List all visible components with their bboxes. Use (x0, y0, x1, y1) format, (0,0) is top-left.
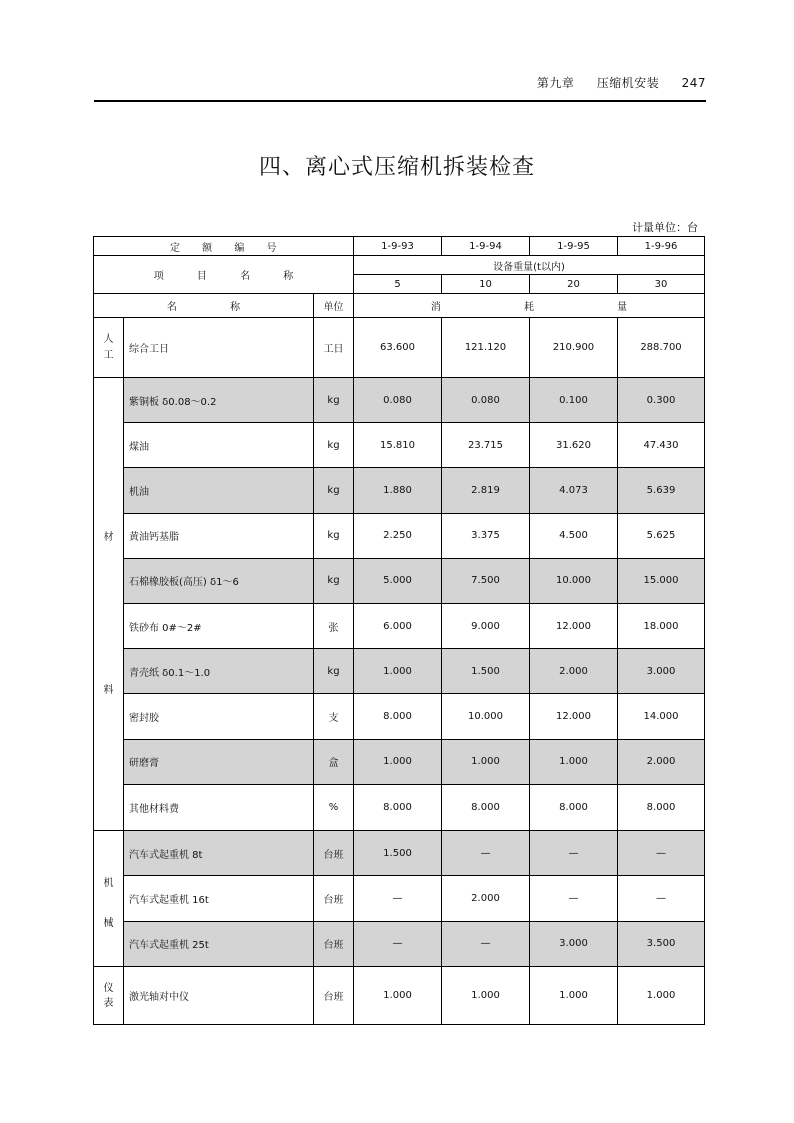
row-name: 铁砂布 0#～2# (124, 603, 314, 648)
item-name-label: 项 目 名 称 (94, 256, 354, 294)
row-name: 汽车式起重机 16t (124, 876, 314, 921)
row-value: 121.120 (442, 318, 530, 378)
row-value: — (354, 876, 442, 921)
row-unit: kg (314, 513, 354, 558)
category-instruments (94, 967, 124, 1025)
row-name: 综合工日 (124, 318, 314, 378)
page-title: 四、离心式压缩机拆装检查 (258, 155, 535, 180)
row-value: — (530, 831, 618, 876)
row-value: 8.000 (354, 784, 442, 830)
name-column-header: 名 称 (94, 294, 314, 318)
row-value: 1.000 (442, 967, 530, 1025)
row-value: 1.000 (530, 739, 618, 784)
row-value: 2.819 (442, 468, 530, 513)
row-value: 288.700 (618, 318, 705, 378)
category-label-bottom: 料 (103, 685, 114, 696)
category-machinery (94, 831, 124, 967)
row-value: 1.000 (354, 967, 442, 1025)
row-value: 2.250 (354, 513, 442, 558)
category-label-top: 机 (103, 878, 114, 889)
chapter-label: 第九章 (536, 76, 575, 90)
row-value: 8.000 (354, 694, 442, 739)
row-value: 15.000 (618, 558, 705, 603)
quota-code-label: 定 额 编 号 (94, 237, 354, 256)
row-value: 1.500 (354, 831, 442, 876)
row-value: — (530, 876, 618, 921)
row-value: 0.100 (530, 378, 618, 423)
quota-code: 1-9-95 (530, 237, 618, 256)
row-unit: 台班 (314, 831, 354, 876)
row-value: 1.000 (354, 649, 442, 694)
row-unit: kg (314, 378, 354, 423)
row-name: 汽车式起重机 25t (124, 921, 314, 966)
row-name: 其他材料费 (124, 784, 314, 830)
row-value: 1.000 (442, 739, 530, 784)
row-value: 7.500 (442, 558, 530, 603)
row-unit: kg (314, 558, 354, 603)
row-unit: kg (314, 468, 354, 513)
measurement-unit: 计量单位：台 (632, 221, 698, 234)
quota-code: 1-9-94 (442, 237, 530, 256)
row-value: 2.000 (618, 739, 705, 784)
page-number: 247 (681, 76, 706, 90)
row-value: 1.000 (618, 967, 705, 1025)
row-value: 3.375 (442, 513, 530, 558)
param-value: 10 (442, 275, 530, 294)
section-label: 压缩机安装 (596, 76, 660, 90)
row-value: 3.000 (530, 921, 618, 966)
row-name: 研磨膏 (124, 739, 314, 784)
row-value: — (618, 831, 705, 876)
row-value: 210.900 (530, 318, 618, 378)
row-value: 1.000 (354, 739, 442, 784)
row-unit: 张 (314, 603, 354, 648)
row-value: 8.000 (618, 784, 705, 830)
unit-column-header: 单位 (314, 294, 354, 318)
row-name: 激光轴对中仪 (124, 967, 314, 1025)
row-unit: 盒 (314, 739, 354, 784)
row-value: 3.000 (618, 649, 705, 694)
category-label: 人工 (103, 333, 114, 361)
row-value: — (618, 876, 705, 921)
header-divider (94, 100, 706, 102)
row-value: 14.000 (618, 694, 705, 739)
quota-code: 1-9-93 (354, 237, 442, 256)
row-value: 0.080 (354, 378, 442, 423)
running-header (94, 74, 706, 96)
row-value: 5.639 (618, 468, 705, 513)
row-value: 18.000 (618, 603, 705, 648)
row-value: 12.000 (530, 694, 618, 739)
quota-code: 1-9-96 (618, 237, 705, 256)
row-value: 63.600 (354, 318, 442, 378)
row-name: 煤油 (124, 423, 314, 468)
row-value: 5.625 (618, 513, 705, 558)
row-value: 4.500 (530, 513, 618, 558)
row-name: 密封胶 (124, 694, 314, 739)
row-value: 23.715 (442, 423, 530, 468)
row-value: 10.000 (442, 694, 530, 739)
row-value: 8.000 (530, 784, 618, 830)
row-value: — (442, 831, 530, 876)
param-value: 30 (618, 275, 705, 294)
row-value: 10.000 (530, 558, 618, 603)
row-value: 1.500 (442, 649, 530, 694)
row-value: 8.000 (442, 784, 530, 830)
row-name: 汽车式起重机 8t (124, 831, 314, 876)
row-value: 2.000 (442, 876, 530, 921)
row-value: 1.000 (530, 967, 618, 1025)
row-name: 青壳纸 δ0.1～1.0 (124, 649, 314, 694)
row-unit: 台班 (314, 876, 354, 921)
row-value: 9.000 (442, 603, 530, 648)
row-unit: kg (314, 649, 354, 694)
row-value: 0.300 (618, 378, 705, 423)
row-value: 5.000 (354, 558, 442, 603)
category-label-top: 材 (103, 532, 114, 543)
row-unit: % (314, 784, 354, 830)
row-value: 6.000 (354, 603, 442, 648)
row-value: 4.073 (530, 468, 618, 513)
row-unit: 台班 (314, 967, 354, 1025)
row-name: 黄油钙基脂 (124, 513, 314, 558)
row-unit: 支 (314, 694, 354, 739)
row-name: 石棉橡胶板(高压) δ1～6 (124, 558, 314, 603)
category-labor (94, 318, 124, 378)
row-value: 1.880 (354, 468, 442, 513)
param-value: 20 (530, 275, 618, 294)
row-name: 紫铜板 δ0.08～0.2 (124, 378, 314, 423)
category-label: 仪表 (103, 982, 114, 1009)
quota-table (93, 236, 705, 1025)
row-value: 12.000 (530, 603, 618, 648)
row-unit: 工日 (314, 318, 354, 378)
row-value: — (442, 921, 530, 966)
consumption-header: 消 耗 量 (354, 294, 705, 318)
row-value: 31.620 (530, 423, 618, 468)
category-label-bottom: 械 (103, 918, 114, 929)
row-value: 2.000 (530, 649, 618, 694)
category-materials (94, 378, 124, 831)
row-value: 15.810 (354, 423, 442, 468)
row-name: 机油 (124, 468, 314, 513)
param-value: 5 (354, 275, 442, 294)
row-unit: 台班 (314, 921, 354, 966)
row-value: 47.430 (618, 423, 705, 468)
row-value: 0.080 (442, 378, 530, 423)
row-value: 3.500 (618, 921, 705, 966)
row-unit: kg (314, 423, 354, 468)
param-label: 设备重量(t以内) (354, 256, 705, 275)
row-value: — (354, 921, 442, 966)
